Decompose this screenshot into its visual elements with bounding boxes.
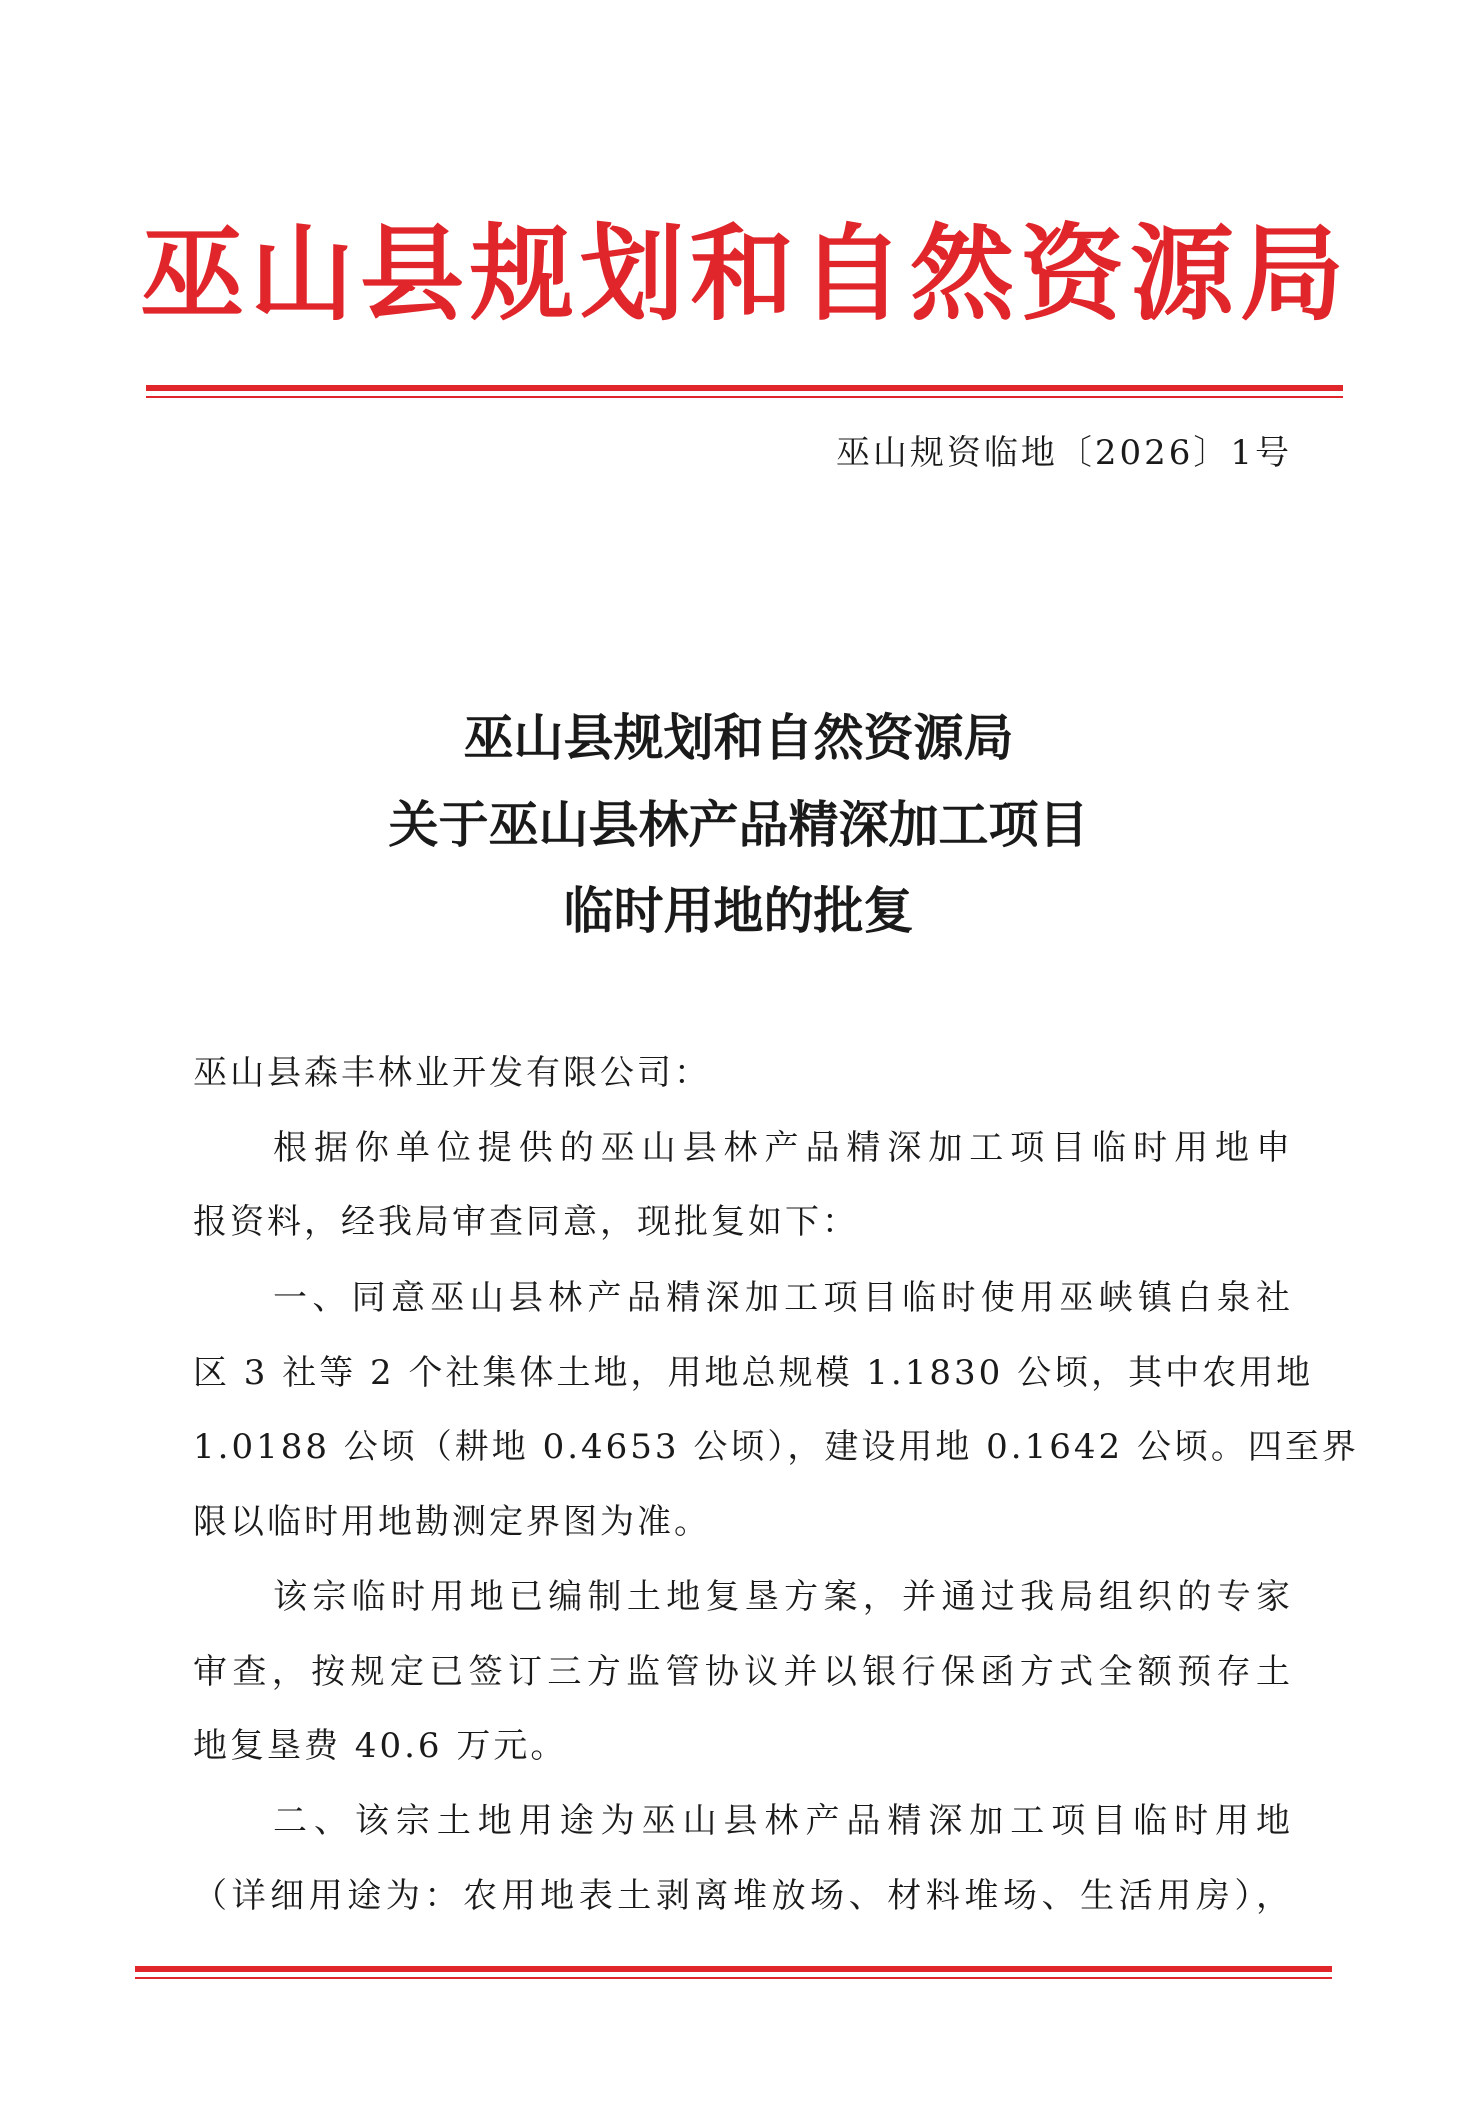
paragraph-3-line-2: 审查，按规定已签订三方监管协议并以银行保函方式全额预存土 [193,1652,1293,1692]
paragraph-2-line-1: 一、同意巫山县林产品精深加工项目临时使用巫峡镇白泉社 [273,1278,1293,1318]
footer-rule-thin [135,1977,1332,1979]
paragraph-4-line-2: （详细用途为：农用地表土剥离堆放场、材料堆场、生活用房）， [193,1876,1293,1916]
masthead-rule-thin [146,396,1343,398]
paragraph-3-line-3: 地复垦费 40.6 万元。 [193,1726,568,1766]
paragraph-2-line-2: 区 3 社等 2 个社集体土地，用地总规模 1.1830 公顷，其中农用地 [193,1353,1314,1393]
paragraph-1-line-1: 根据你单位提供的巫山县林产品精深加工项目临时用地申 [273,1128,1293,1168]
footer-rule-thick [135,1966,1332,1972]
addressee: 巫山县森丰林业开发有限公司： [193,1053,711,1093]
paragraph-4-line-1: 二、该宗土地用途为巫山县林产品精深加工项目临时用地 [273,1801,1293,1841]
agency-masthead: 巫山县规划和自然资源局 [140,212,1351,335]
title-line-1: 巫山县规划和自然资源局 [463,709,1014,767]
document-number: 巫山规资临地〔2026〕1号 [835,433,1292,473]
masthead-rule-thick [146,385,1343,391]
paragraph-2-line-4: 限以临时用地勘测定界图为准。 [193,1502,711,1542]
paragraph-3-line-1: 该宗临时用地已编制土地复垦方案，并通过我局组织的专家 [273,1577,1293,1617]
title-line-3: 临时用地的批复 [563,882,914,940]
paragraph-2-line-3: 1.0188 公顷（耕地 0.4653 公顷），建设用地 0.1642 公顷。四至界 [193,1427,1359,1467]
paragraph-1-line-2: 报资料，经我局审查同意，现批复如下： [193,1202,859,1242]
title-line-2: 关于巫山县林产品精深加工项目 [388,796,1089,854]
